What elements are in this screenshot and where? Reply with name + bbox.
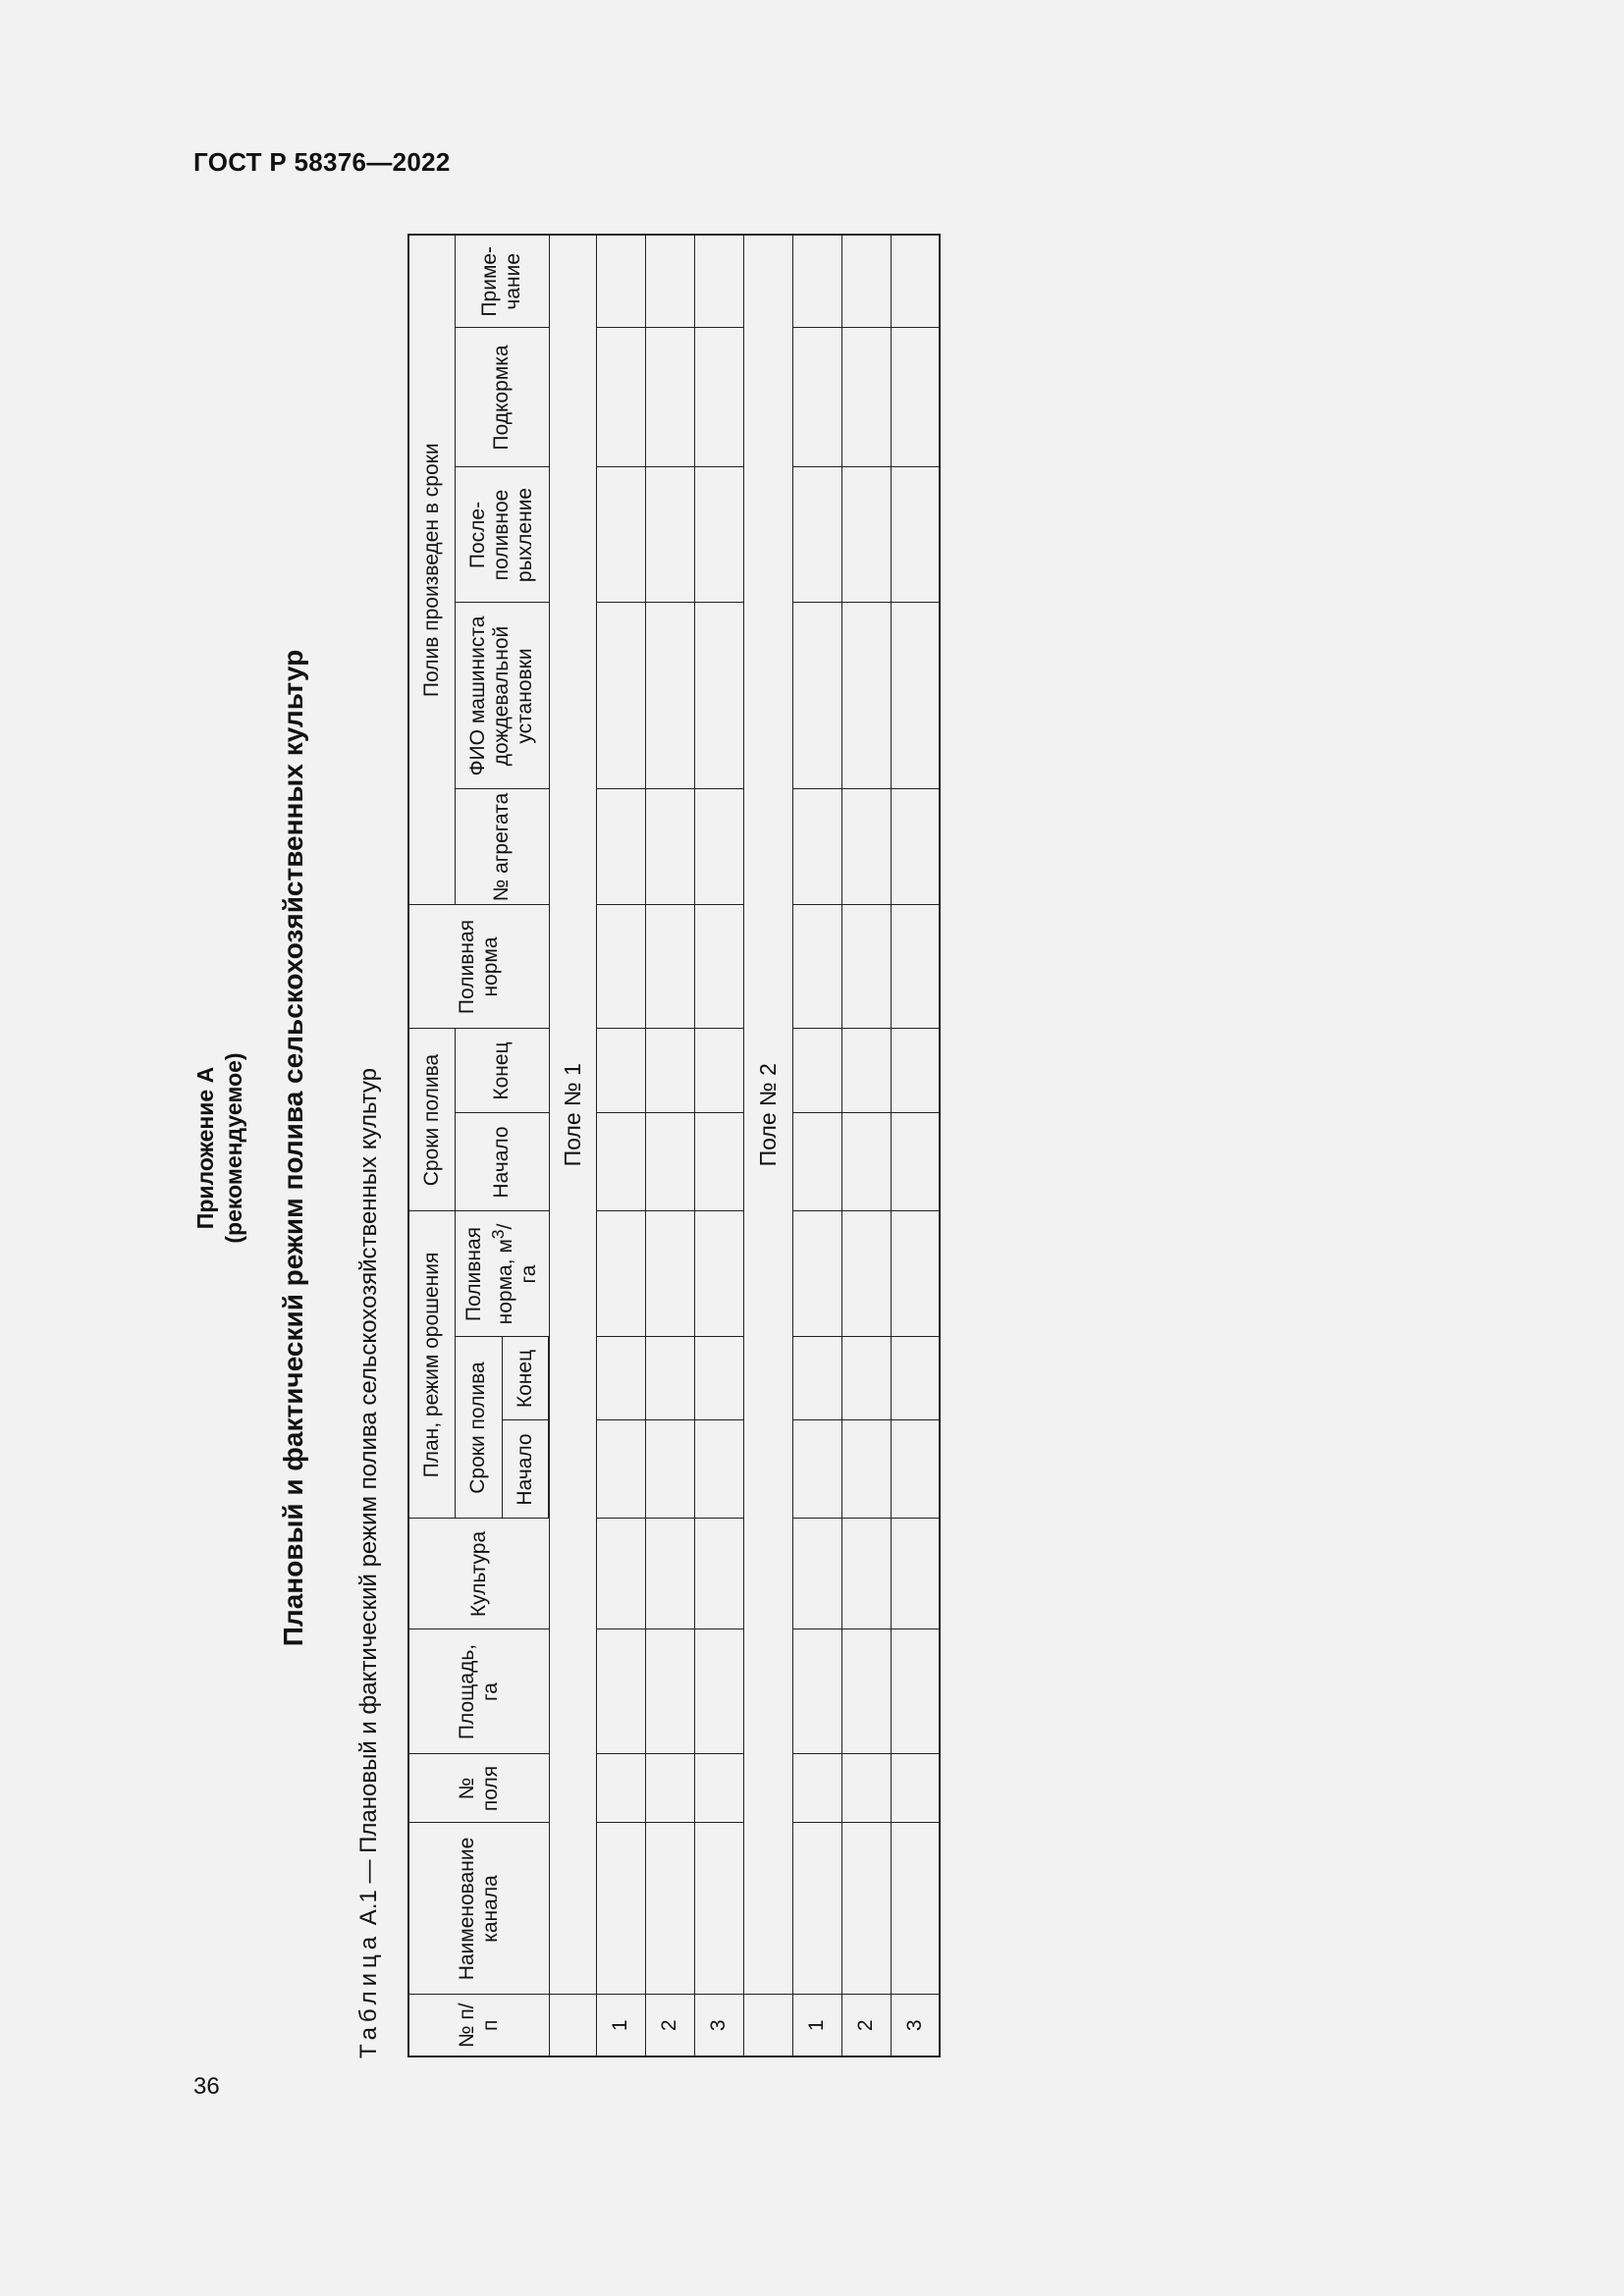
table-cell xyxy=(694,1823,743,1995)
header-unit: № агрегата xyxy=(455,789,549,905)
table-cell xyxy=(792,603,841,789)
table-cell xyxy=(645,1337,694,1420)
table-cell xyxy=(841,1629,891,1754)
table-cell xyxy=(596,328,645,467)
table-cell xyxy=(841,1519,891,1629)
table-cell xyxy=(596,1211,645,1337)
document-code: ГОСТ Р 58376—2022 xyxy=(193,147,451,177)
table-cell xyxy=(596,1113,645,1211)
table-cell xyxy=(792,1420,841,1519)
table-cell xyxy=(841,1754,891,1823)
header-plan-norm xyxy=(455,1211,549,1337)
table-cell xyxy=(596,1823,645,1995)
table-cell xyxy=(596,603,645,789)
table-cell xyxy=(891,1823,940,1995)
table-cell xyxy=(792,467,841,603)
table-cell xyxy=(891,1629,940,1754)
table-cell xyxy=(645,1029,694,1113)
table-cell xyxy=(792,1519,841,1629)
header-area: Площадь, га xyxy=(408,1629,549,1754)
table-caption-text: А.1 — Плановый и фактический режим полива сельскохозяйственных культур xyxy=(355,1068,382,1926)
table-cell xyxy=(694,789,743,905)
table-cell xyxy=(694,1113,743,1211)
table-cell xyxy=(891,905,940,1029)
table-cell xyxy=(596,1420,645,1519)
table-cell xyxy=(645,1823,694,1995)
header-plan-dates: Сроки полива xyxy=(455,1337,502,1519)
table-cell xyxy=(841,1823,891,1995)
table-cell xyxy=(792,789,841,905)
table-cell xyxy=(694,905,743,1029)
table-cell xyxy=(596,1629,645,1754)
table-cell xyxy=(694,1029,743,1113)
table-cell xyxy=(891,328,940,467)
table-cell xyxy=(694,1420,743,1519)
header-plan-start: Начало xyxy=(502,1420,549,1519)
table-cell xyxy=(694,328,743,467)
table-cell xyxy=(891,235,940,328)
table-cell xyxy=(596,905,645,1029)
irrigation-table xyxy=(407,234,941,2057)
section-title: Плановый и фактический режим полива сельскохозяйственных культур xyxy=(278,649,308,1647)
table-cell xyxy=(645,235,694,328)
field-label-1: Поле № 1 xyxy=(549,235,596,1995)
header-operator: ФИО машиниста дождевальной установки xyxy=(455,603,549,789)
table-cell xyxy=(792,1823,841,1995)
table-cell xyxy=(645,1211,694,1337)
table-cell xyxy=(694,1337,743,1420)
table-cell xyxy=(645,1113,694,1211)
table-cell xyxy=(891,1029,940,1113)
appendix-heading xyxy=(191,0,248,2296)
table-cell xyxy=(891,1211,940,1337)
table-cell xyxy=(841,1420,891,1519)
header-fact-dates: Сроки полива xyxy=(408,1029,455,1211)
table-cell xyxy=(841,235,891,328)
table-cell xyxy=(792,1754,841,1823)
field-row-spacer xyxy=(549,1995,596,2056)
header-num: № п/п xyxy=(408,1995,549,2056)
table-cell xyxy=(645,1420,694,1519)
table-cell xyxy=(891,1113,940,1211)
row-number: 3 xyxy=(694,1995,743,2056)
header-fact-start: Начало xyxy=(455,1113,549,1211)
table-cell xyxy=(792,1113,841,1211)
header-fact-end: Конец xyxy=(455,1029,549,1113)
appendix-status: (рекомендуемое) xyxy=(221,1052,246,1244)
row-number: 1 xyxy=(792,1995,841,2056)
field-label-2: Поле № 2 xyxy=(743,235,792,1995)
table-cell xyxy=(596,1029,645,1113)
row-number: 2 xyxy=(841,1995,891,2056)
table-cell xyxy=(891,1420,940,1519)
header-plan: План, режим орошения xyxy=(408,1211,455,1519)
row-number: 1 xyxy=(596,1995,645,2056)
table-cell xyxy=(891,789,940,905)
table-cell xyxy=(792,235,841,328)
table-cell xyxy=(645,1519,694,1629)
header-done: Полив произведен в сроки xyxy=(408,235,455,905)
table-cell xyxy=(694,235,743,328)
table-cell xyxy=(841,1113,891,1211)
table-cell xyxy=(841,467,891,603)
table-cell xyxy=(694,603,743,789)
table-cell xyxy=(841,1211,891,1337)
table-cell xyxy=(645,603,694,789)
table-cell xyxy=(596,1337,645,1420)
table-cell xyxy=(841,1337,891,1420)
table-cell xyxy=(596,789,645,905)
table-cell xyxy=(645,1754,694,1823)
header-crop: Культура xyxy=(408,1519,549,1629)
table-cell xyxy=(645,905,694,1029)
table-cell xyxy=(891,603,940,789)
table-cell xyxy=(645,328,694,467)
table-cell xyxy=(891,467,940,603)
row-number: 2 xyxy=(645,1995,694,2056)
appendix-title: Приложение А xyxy=(192,1066,218,1230)
table-cell xyxy=(694,1629,743,1754)
table-cell xyxy=(841,603,891,789)
table-cell xyxy=(694,1754,743,1823)
table-cell xyxy=(645,789,694,905)
row-number: 3 xyxy=(891,1995,940,2056)
table-cell xyxy=(792,1029,841,1113)
table-cell xyxy=(645,1629,694,1754)
table-cell xyxy=(792,905,841,1029)
table-cell xyxy=(596,467,645,603)
plan-norm-text: Поливная норма, $м^3/га$ xyxy=(462,1223,540,1325)
page-number: 36 xyxy=(193,2073,220,2100)
header-field-no: № поля xyxy=(408,1754,549,1823)
table-cell xyxy=(841,905,891,1029)
table-cell xyxy=(596,235,645,328)
table-cell xyxy=(841,789,891,905)
table-cell xyxy=(841,1029,891,1113)
header-feeding: Подкормка xyxy=(455,328,549,467)
table-cell xyxy=(694,1519,743,1629)
table-cell xyxy=(841,328,891,467)
table-cell xyxy=(694,467,743,603)
header-canal: Наименование канала xyxy=(408,1823,549,1995)
header-note: Приме-чание xyxy=(455,235,549,328)
table-cell xyxy=(792,1629,841,1754)
table-cell xyxy=(792,328,841,467)
table-cell xyxy=(596,1519,645,1629)
table-cell xyxy=(891,1519,940,1629)
table-cell xyxy=(792,1211,841,1337)
header-plan-end: Конец xyxy=(502,1337,549,1420)
header-loosening: После-поливное рыхление xyxy=(455,467,549,603)
header-fact-norm: Поливная норма xyxy=(408,905,549,1029)
table-cell xyxy=(596,1754,645,1823)
table-cell xyxy=(694,1211,743,1337)
table-cell xyxy=(645,467,694,603)
table-caption xyxy=(355,1068,383,2058)
table-cell xyxy=(891,1337,940,1420)
field-row-spacer xyxy=(743,1995,792,2056)
table-cell xyxy=(792,1337,841,1420)
table-caption-prefix: Таблица xyxy=(355,1931,382,2058)
table-cell xyxy=(891,1754,940,1823)
